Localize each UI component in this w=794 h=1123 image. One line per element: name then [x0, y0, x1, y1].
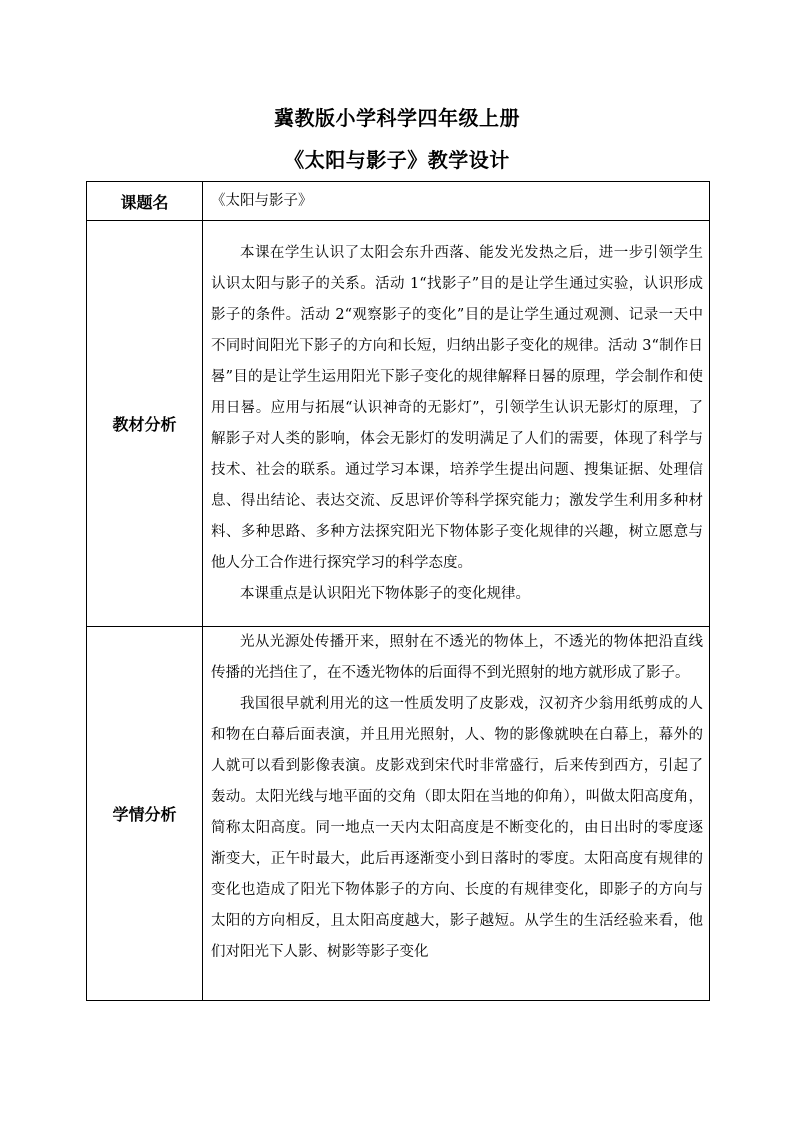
student-analysis-paragraph-2: 我国很早就利用光的这一性质发明了皮影戏，汉初齐少翁用纸剪成的人和物在白幕后面表演，并且用光照射，人、物的影像就映在白幕上，幕外的人就可以看到影像表演。皮影戏到宋代时非常盛行，后来传到西方，引起了轰动。太阳光线与地平面的交角（即太阳在当地的仰角），叫做太阳高度角，简称太阳高度。同一地点一天内太阳高度是不断变化的，由日出时的零度逐渐变大，正午时最大，此后再逐渐变小到日落时的零度。太阳高度有规律的变化也造成了阳光下物体影子的方向、长度的有规律变化，即影子的方向与太阳的方向相反，且太阳高度越大，影子越短。从学生的生活经验来看，他们对阳光下人影、树影等影子变化 [211, 696, 703, 960]
topic-value [203, 182, 710, 221]
row-label-topic: 课题名 [87, 182, 203, 221]
student-analysis-content [203, 627, 710, 1001]
table-row-textbook-analysis [87, 221, 710, 627]
textbook-analysis-paragraph-1: 本课在学生认识了太阳会东升西落、能发光发热之后，进一步引领学生认识太阳与影子的关系。活动 1“找影子”目的是让学生通过实验，认识形成影子的条件。活动 2“观察影子的变化”目的是让学生通过观测、记录一天中不同时间阳光下影子的方向和长短，归纳出影子变化的规律。活动 3“制作日晷”目的是让学生运用阳光下影子变化的规律解释日晷的原理，学会制作和使用日晷。应用与拓展“认识神奇的无影灯”，引领学生认识无影灯的原理，了解影子对人类的影响，体会无影灯的发明满足了人们的需要，体现了科学与技术、社会的联系。通过学习本课，培养学生提出问题、搜集证据、处理信息、得出结论、表达交流、反思评价等科学探究能力；激发学生利用多种材料、多种思路、多种方法探究阳光下物体影子变化规律的兴趣，树立愿意与他人分工合作进行探究学习的科学态度。 [211, 244, 703, 571]
table-row-student-analysis [87, 627, 710, 1001]
row-label-student-analysis: 学情分析 [87, 627, 203, 1001]
topic-text: 《太阳与影子》 [211, 193, 313, 209]
document-title-line1: 冀教版小学科学四年级上册 [274, 106, 520, 130]
student-analysis-paragraph-1: 光从光源处传播开来，照射在不透光的物体上，不透光的物体把沿直线传播的光挡住了，在不透光物体的后面得不到光照射的地方就形成了影子。 [211, 634, 703, 681]
textbook-analysis-paragraph-2: 本课重点是认识阳光下物体影子的变化规律。 [240, 585, 530, 602]
textbook-analysis-content [203, 221, 710, 627]
row-label-textbook-analysis: 教材分析 [87, 221, 203, 627]
table-row-topic [87, 182, 710, 221]
document-title-line2: 《太阳与影子》教学设计 [284, 148, 510, 172]
lesson-design-table [86, 181, 710, 1001]
